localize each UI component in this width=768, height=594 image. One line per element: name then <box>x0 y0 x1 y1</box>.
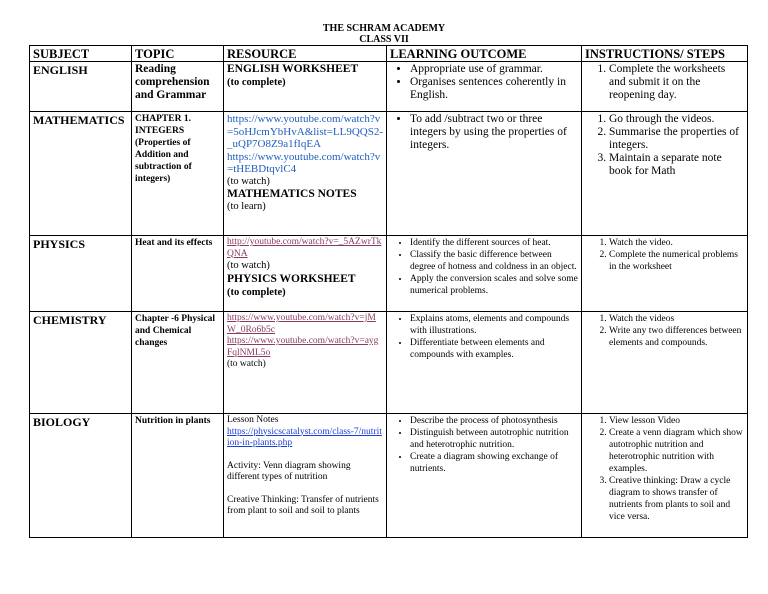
topic-mathematics: CHAPTER 1. INTEGERS (Properties of Addition and subtraction of integers) <box>132 112 224 236</box>
col-topic: TOPIC <box>132 46 224 62</box>
row-chemistry <box>30 312 748 414</box>
biology-notes-link[interactable]: https://physicscatalyst.com/class-7/nutrition-in-plants.php <box>227 426 382 448</box>
topic-english: Reading comprehension and Grammar <box>132 62 224 112</box>
col-learning-outcome: LEARNING OUTCOME <box>387 46 582 62</box>
english-worksheet-label[interactable]: ENGLISH WORKSHEET <box>227 63 359 75</box>
chemistry-watch-note: (to watch) <box>227 359 266 369</box>
subject-mathematics: MATHEMATICS <box>30 112 132 236</box>
resource-physics <box>224 236 387 312</box>
outcome-physics <box>387 236 582 312</box>
step-item: 2. Create a venn diagram which show autotrophic nutrition and heterotrophic nutrition with examples. <box>609 427 744 475</box>
outcome-item: • Apply the conversion scales and solve some numerical problems. <box>410 273 578 297</box>
biology-lesson-label: Lesson Notes <box>227 415 279 425</box>
outcome-chemistry <box>387 312 582 414</box>
outcome-item: • Explains atoms, elements and compounds with illustrations. <box>410 313 578 337</box>
step-item: 1. Watch the videos <box>609 313 744 325</box>
steps-biology <box>582 414 748 538</box>
english-worksheet-note: (to complete) <box>227 77 286 88</box>
col-instructions: INSTRUCTIONS/ STEPS <box>582 46 748 62</box>
class-name: CLASS VII <box>359 34 409 45</box>
row-english <box>30 62 748 112</box>
physics-video-link[interactable]: http://youtube.com/watch?v=_5AZwrTkQNA <box>227 237 382 259</box>
step-item: 1. Watch the video. <box>609 237 744 249</box>
steps-mathematics <box>582 112 748 236</box>
resource-chemistry <box>224 312 387 414</box>
outcome-item: • Appropriate use of grammar. <box>410 63 578 76</box>
outcome-biology <box>387 414 582 538</box>
step-item: 3. Maintain a separate note book for Math <box>609 152 744 178</box>
math-notes-label[interactable]: MATHEMATICS NOTES <box>227 188 357 200</box>
row-mathematics <box>30 112 748 236</box>
resource-biology <box>224 414 387 538</box>
outcome-mathematics <box>387 112 582 236</box>
chemistry-video-link-2[interactable]: https://www.youtube.com/watch?v=aygFqlNML5o <box>227 336 379 358</box>
biology-activity: Activity: Venn diagram showing different types of nutrition <box>227 460 351 482</box>
topic-chemistry: Chapter -6 Physical and Chemical changes <box>132 312 224 414</box>
steps-english <box>582 62 748 112</box>
chemistry-video-link-1[interactable]: https://www.youtube.com/watch?v=jMW_0Ro6b5c <box>227 313 376 335</box>
steps-physics <box>582 236 748 312</box>
step-item: 1. Complete the worksheets and submit it on the reopening day. <box>609 63 744 102</box>
step-item: 1. View lesson Video <box>609 415 744 427</box>
biology-creative: Creative Thinking: Transfer of nutrients from plant to soil and soil to plants <box>227 494 379 516</box>
outcome-item: • Describe the process of photosynthesis <box>410 415 578 427</box>
outcome-item: • Classify the basic difference between degree of hotness and coldness in an object. <box>410 249 578 273</box>
step-item: 1. Go through the videos. <box>609 113 744 126</box>
physics-worksheet-label[interactable]: PHYSICS WORKSHEET <box>227 272 356 285</box>
outcome-item: • To add /subtract two or three integers by using the properties of integers. <box>410 113 578 152</box>
subject-english: ENGLISH <box>30 62 132 112</box>
outcome-item: • Differentiate between elements and compounds with examples. <box>410 337 578 361</box>
math-video-link-1[interactable]: https://www.youtube.com/watch?v=5oHJcmYbHvA&list=LL9QQS2-_uQP7O8Z9a1fIqEA <box>227 113 384 150</box>
outcome-item: • Identify the different sources of heat. <box>410 237 578 249</box>
physics-worksheet-note: (to complete) <box>227 286 286 298</box>
step-item: 3. Creative thinking: Draw a cycle diagram to shows transfer of nutrients from plants to soil and vice versa. <box>609 475 744 523</box>
physics-watch-note: (to watch) <box>227 260 270 271</box>
steps-chemistry <box>582 312 748 414</box>
step-item: 2. Write any two differences between elements and compounds. <box>609 325 744 349</box>
math-watch-note: (to watch) <box>227 175 270 187</box>
row-biology <box>30 414 748 538</box>
math-video-link-2[interactable]: https://www.youtube.com/watch?v=tHEBDtqvlC4 <box>227 150 381 175</box>
lesson-plan-table <box>29 45 748 538</box>
col-subject: SUBJECT <box>30 46 132 62</box>
row-physics <box>30 236 748 312</box>
outcome-item: • Create a diagram showing exchange of nutrients. <box>410 451 578 475</box>
resource-mathematics <box>224 112 387 236</box>
resource-english <box>224 62 387 112</box>
school-name: THE SCHRAM ACADEMY <box>322 23 446 34</box>
step-item: 2. Summarise the properties of integers. <box>609 126 744 152</box>
subject-biology: BIOLOGY <box>30 414 132 538</box>
topic-physics: Heat and its effects <box>132 236 224 312</box>
topic-biology: Nutrition in plants <box>132 414 224 538</box>
outcome-item: • Distinguish between autotrophic nutrition and heterotrophic nutrition. <box>410 427 578 451</box>
col-resource: RESOURCE <box>224 46 387 62</box>
math-learn-note: (to learn) <box>227 201 266 212</box>
outcome-item: • Organises sentences coherently in English. <box>410 76 578 102</box>
header-row <box>30 46 748 62</box>
subject-physics: PHYSICS <box>30 236 132 312</box>
outcome-english <box>387 62 582 112</box>
step-item: 2. Complete the numerical problems in the worksheet <box>609 249 744 273</box>
subject-chemistry: CHEMISTRY <box>30 312 132 414</box>
